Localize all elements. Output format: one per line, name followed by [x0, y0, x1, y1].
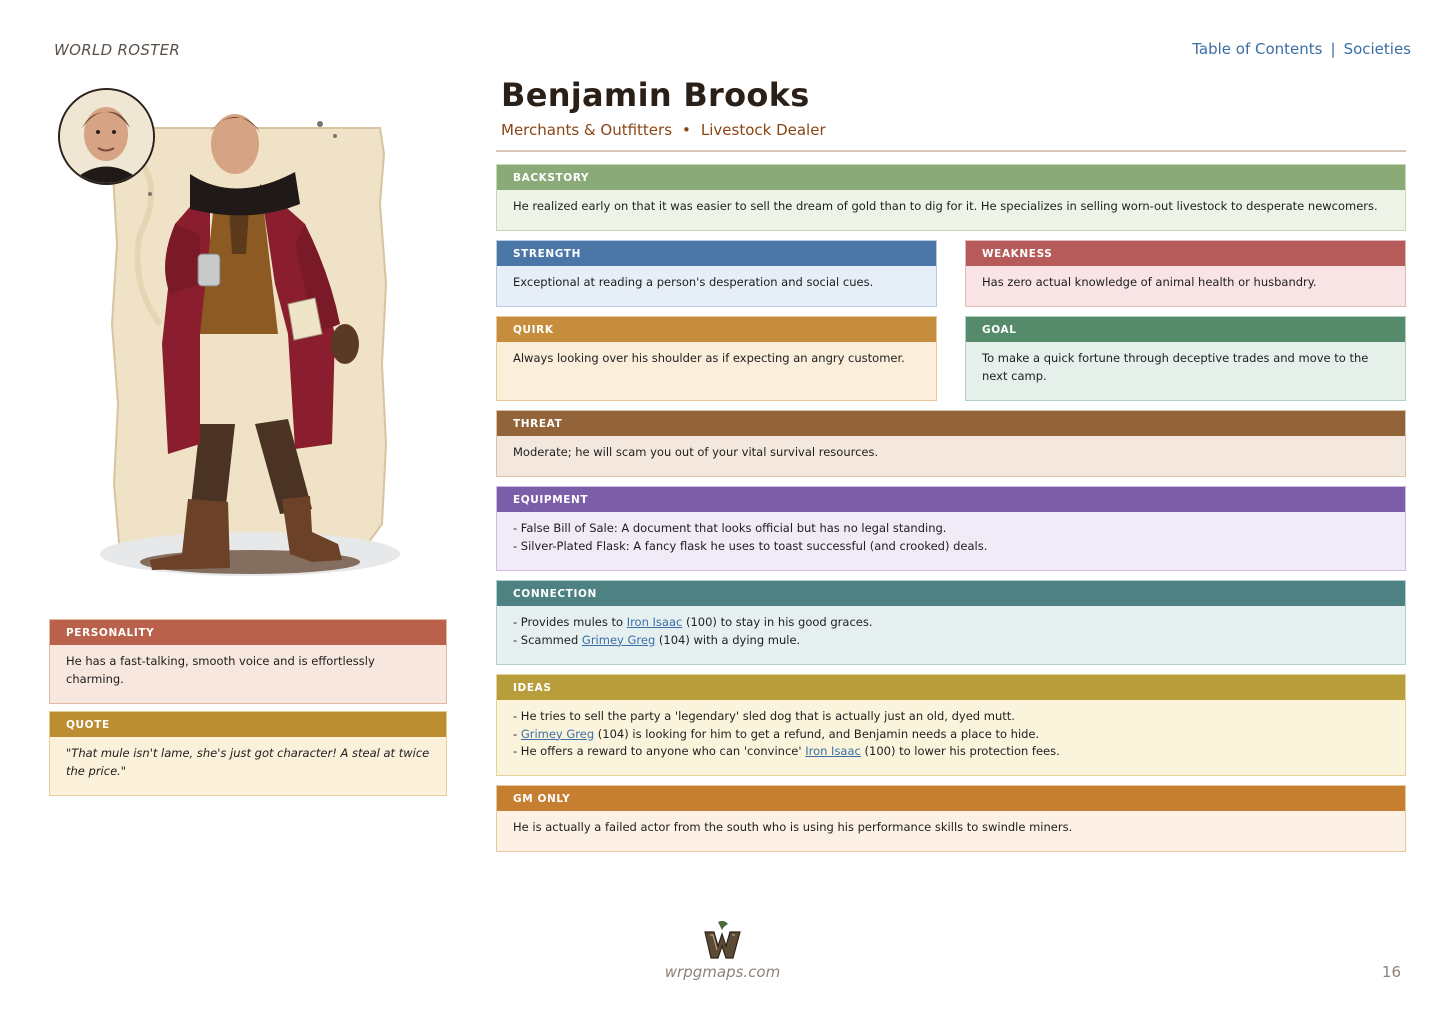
connection-text: - Scammed — [513, 632, 582, 647]
strength-card — [496, 240, 937, 307]
character-role: Livestock Dealer — [700, 121, 826, 139]
grimey-greg-link[interactable]: Grimey Greg — [520, 726, 595, 741]
equipment-item: - Silver-Plated Flask: A fancy flask he uses to toast successful (and crooked) deals. — [513, 538, 988, 553]
connection-header: CONNECTION — [497, 581, 1405, 606]
connection-item — [513, 614, 1389, 632]
strength-header: STRENGTH — [497, 241, 936, 266]
character-avatar — [58, 88, 155, 185]
idea-item — [513, 743, 1389, 761]
connection-item — [513, 632, 1389, 650]
weakness-text: Has zero actual knowledge of animal health or husbandry. — [982, 275, 1317, 289]
connection-text: (100) to stay in his good graces. — [682, 615, 873, 629]
quote-text: "That mule isn't lame, she's just got character! A steal at twice the price." — [66, 746, 430, 778]
idea-text: - He tries to sell the party a 'legendary' sled dog that is actually just an old, dyed mutt. — [513, 709, 1015, 723]
connection-text: - Provides mules to — [513, 615, 627, 629]
equipment-header: EQUIPMENT — [497, 487, 1405, 512]
idea-text: - He offers a reward to anyone who can 'convince' — [513, 744, 806, 758]
goal-text: To make a quick fortune through deceptive trades and move to the next camp. — [982, 351, 1369, 383]
quote-header: QUOTE — [50, 712, 446, 737]
running-head: WORLD ROSTER — [54, 41, 181, 59]
gm-only-text: He is actually a failed actor from the south who is using his performance skills to swindle miners. — [513, 820, 1073, 834]
backstory-card — [496, 164, 1406, 231]
idea-text: (104) is looking for him to get a refund, and Benjamin needs a place to hide. — [594, 726, 1040, 741]
ideas-card — [496, 674, 1406, 776]
idea-text: (100) to lower his protection fees. — [860, 744, 1060, 758]
page-number: 16 — [1381, 963, 1401, 981]
gm-only-card — [496, 785, 1406, 852]
idea-item — [513, 726, 1389, 744]
connection-list — [497, 606, 1405, 657]
nav-separator: | — [1330, 40, 1336, 58]
personality-text: He has a fast-talking, smooth voice and is effortlessly charming. — [66, 654, 375, 686]
quirk-card — [496, 316, 937, 401]
threat-card — [496, 410, 1406, 477]
footer-site: wrpgmaps.com — [664, 963, 781, 981]
goal-header: GOAL — [966, 317, 1405, 342]
top-nav — [1192, 40, 1411, 58]
quote-card — [49, 711, 447, 796]
connection-card — [496, 580, 1406, 665]
nav-societies-link[interactable]: Societies — [1343, 40, 1411, 58]
grimey-greg-link[interactable]: Grimey Greg — [581, 632, 656, 647]
threat-text: Moderate; he will scam you out of your vital survival resources. — [513, 445, 879, 459]
iron-isaac-link[interactable]: Iron Isaac — [805, 744, 861, 758]
subtitle-bullet: • — [682, 121, 691, 139]
character-faction: Merchants & Outfitters — [501, 121, 673, 139]
weakness-card — [965, 240, 1406, 307]
backstory-text: He realized early on that it was easier to sell the dream of gold than to dig for it. He specializes in selling worn-out livestock to desperate newcomers. — [513, 199, 1378, 213]
idea-text: - — [513, 726, 521, 741]
equipment-card — [496, 486, 1406, 571]
equipment-list — [497, 512, 1405, 563]
w-dragon-logo-icon — [702, 920, 743, 960]
character-subtitle — [501, 121, 826, 139]
ideas-header: IDEAS — [497, 675, 1405, 700]
connection-text: (104) with a dying mule. — [655, 632, 801, 647]
character-name: Benjamin Brooks — [501, 76, 810, 114]
quirk-text: Always looking over his shoulder as if expecting an angry customer. — [513, 351, 905, 365]
nav-table-of-contents-link[interactable]: Table of Contents — [1192, 40, 1323, 58]
iron-isaac-link[interactable]: Iron Isaac — [626, 615, 683, 629]
equipment-item: - False Bill of Sale: A document that looks official but has no legal standing. — [513, 521, 947, 535]
ideas-list — [497, 700, 1405, 769]
personality-header: PERSONALITY — [50, 620, 446, 645]
threat-header: THREAT — [497, 411, 1405, 436]
weakness-header: WEAKNESS — [966, 241, 1405, 266]
personality-card — [49, 619, 447, 704]
backstory-header: BACKSTORY — [497, 165, 1405, 190]
strength-text: Exceptional at reading a person's desperation and social cues. — [513, 275, 874, 289]
idea-item — [513, 708, 1389, 726]
title-divider — [496, 150, 1406, 152]
goal-card — [965, 316, 1406, 401]
gm-only-header: GM ONLY — [497, 786, 1405, 811]
quirk-header: QUIRK — [497, 317, 936, 342]
